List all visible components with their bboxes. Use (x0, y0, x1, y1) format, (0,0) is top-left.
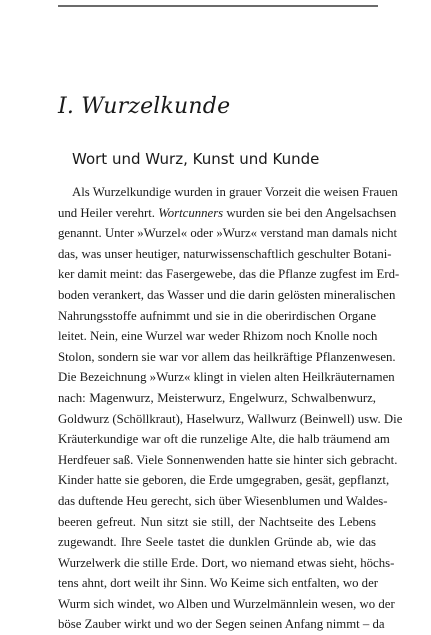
chapter-title: I. Wurzelkunde (58, 94, 231, 119)
text-line: nach: Magenwurz, Meisterwurz, Engelwurz, Schwalbenwurz, (58, 390, 376, 405)
text-line: Kinder hatte sie geboren, die Erde umgegraben, gesät, gepflanzt, (58, 473, 390, 488)
text-line: das, was unser heutiger, naturwissenschaftlich geschulter Botani- (58, 246, 392, 261)
text-line: zugewandt. Ihre Seele tastet die dunklen Gründe ab, wie das (58, 535, 376, 550)
text-span: und Heiler verehrt. (58, 205, 156, 220)
text-line: beeren gefreut. Nun sitzt sie still, der Nachtseite des Lebens (58, 514, 376, 529)
text-line: Nahrungsstoffe aufnimmt und sie in die oberirdischen Organe (58, 308, 376, 323)
text-line: Die Bezeichnung »Wurz« klingt in vielen alten Heilkräuternamen (58, 370, 395, 385)
text-line: ker damit meint: das Fasergewebe, das die Pflanze zugfest im Erd- (58, 267, 400, 282)
text-line: Wurzelwerk die stille Erde. Dort, wo niemand etwas sieht, höchs- (58, 555, 395, 570)
text-line: Stolon, sondern sie war vor allem das heilkräftige Pflanzenwesen. (58, 349, 396, 364)
section-heading: Wort und Wurz, Kunst und Kunde (72, 150, 320, 168)
text-line: Goldwurz (Schöllkraut), Haselwurz, Wallwurz (Beinwell) usw. Die (58, 411, 403, 426)
emphasis-term: Wortcunners (158, 205, 224, 220)
text-line: das duftende Heu gerecht, sich über Wiesenblumen und Waldes- (58, 493, 388, 508)
text-line: leitet. Nein, eine Wurzel war weder Rhizom noch Knolle noch (58, 329, 378, 344)
text-line: genannt. Unter »Wurzel« oder »Wurz« verstand man damals nicht (58, 226, 398, 241)
body-paragraph (58, 182, 403, 635)
text-line: Herdfeuer saß. Viele Sonnenwenden hatte sie hinter sich gebracht. (58, 452, 398, 467)
text-line: Als Wurzelkundige wurden in grauer Vorzeit die weisen Frauen (72, 185, 398, 199)
text-line: Wurm sich windet, wo Alben und Wurzelmännlein wesen, wo der (58, 596, 395, 611)
text-span: wurden sie bei den Angelsachsen (223, 205, 397, 220)
text-line: Kräuterkundige war oft die runzelige Alte, die halb träumend am (58, 432, 390, 447)
text-line: böse Zauber wirkt und wo der Segen seinen Anfang nimmt – da (58, 617, 385, 632)
text-line: tens ahnt, dort weilt ihr Sinn. Wo Keime sich entfalten, wo der (58, 576, 379, 591)
header-rule (58, 5, 378, 7)
text-line: boden verankert, das Wasser und die darin gelösten mineralischen (58, 287, 396, 302)
text-line (58, 203, 397, 224)
